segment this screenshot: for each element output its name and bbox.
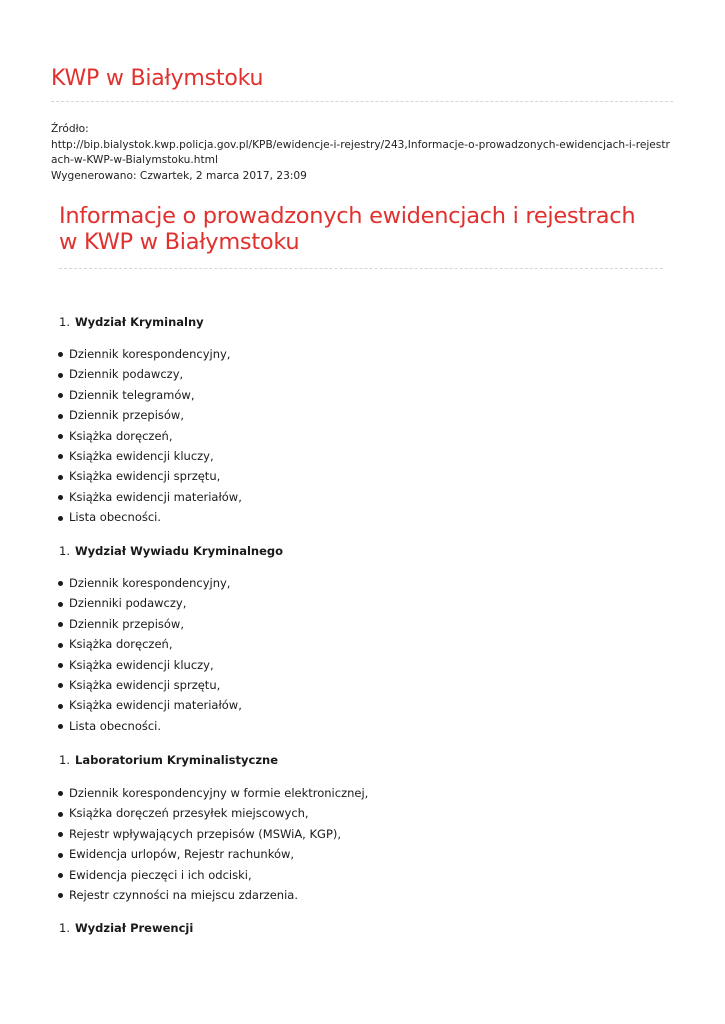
bullet-icon — [58, 373, 63, 378]
section-item-list — [58, 783, 368, 905]
list-item-text: Książka ewidencji sprzętu, — [69, 469, 221, 484]
generated-timestamp: Wygenerowano: Czwartek, 2 marca 2017, 23:09 — [51, 169, 307, 182]
list-item — [58, 634, 242, 654]
list-item — [58, 593, 242, 613]
list-item — [58, 614, 242, 634]
bullet-icon — [58, 791, 63, 796]
list-item-text: Lista obecności. — [69, 510, 162, 525]
bullet-icon — [58, 704, 63, 709]
bullet-icon — [58, 812, 63, 817]
bullet-icon — [58, 853, 63, 858]
list-item — [58, 716, 242, 736]
list-item-text: Dziennik podawczy, — [69, 367, 184, 382]
list-item-text: Książka doręczeń, — [69, 428, 173, 443]
section-heading-label: Laboratorium Kryminalistyczne — [75, 753, 279, 767]
list-item-text: Książka ewidencji kluczy, — [69, 448, 214, 463]
section-heading — [59, 314, 204, 330]
list-item — [58, 364, 242, 384]
bullet-icon — [58, 724, 63, 729]
page-title: Informacje o prowadzonych ewidencjach i rejestrach w KWP w Białymstoku — [59, 203, 636, 255]
list-item-text: Ewidencja urlopów, Rejestr rachunków, — [69, 847, 295, 862]
list-item — [58, 426, 242, 446]
section-number: 1. — [59, 921, 70, 935]
list-item-text: Książka ewidencji materiałów, — [69, 489, 242, 504]
list-item — [58, 695, 242, 715]
section-item-list — [58, 344, 242, 528]
list-item — [58, 466, 242, 486]
list-item-text: Dziennik korespondencyjny, — [69, 347, 231, 361]
bullet-icon — [58, 622, 63, 627]
list-item-text: Książka ewidencji sprzętu, — [69, 677, 221, 692]
bullet-icon — [58, 581, 63, 586]
list-item-text: Ewidencja pieczęci i ich odciski, — [69, 867, 252, 882]
source-url: http://bip.bialystok.kwp.policja.gov.pl/KPB/ewidencje-i-rejestry/243,Informacje-o-prowadzonych-ewidencjach-i-rejestrach-w-KWP-w-Bialymstoku.html — [51, 138, 670, 166]
section-heading-label: Wydział Prewencji — [75, 921, 194, 935]
bullet-icon — [58, 643, 63, 648]
bullet-icon — [58, 454, 63, 459]
site-title-divider — [51, 101, 673, 102]
list-item — [58, 844, 368, 864]
list-item — [58, 344, 242, 364]
section-heading-label: Wydział Kryminalny — [75, 315, 204, 329]
list-item — [58, 803, 368, 823]
list-item — [58, 507, 242, 527]
bullet-icon — [58, 516, 63, 521]
list-item — [58, 783, 368, 803]
site-title: KWP w Białymstoku — [51, 66, 264, 91]
list-item-text: Dziennik przepisów, — [69, 408, 184, 423]
list-item-text: Książka ewidencji kluczy, — [69, 657, 214, 672]
bullet-icon — [58, 683, 63, 688]
bullet-icon — [58, 414, 63, 419]
section-heading — [59, 543, 283, 559]
bullet-icon — [58, 602, 63, 607]
section-number: 1. — [59, 315, 70, 329]
list-item — [58, 405, 242, 425]
section-item-list — [58, 573, 242, 736]
list-item — [58, 487, 242, 507]
list-item — [58, 655, 242, 675]
section-number: 1. — [59, 753, 70, 767]
list-item — [58, 675, 242, 695]
bullet-icon — [58, 393, 63, 398]
list-item-text: Książka doręczeń przesyłek miejscowych, — [69, 806, 309, 821]
document-meta — [51, 122, 676, 184]
list-item-text: Dziennik korespondencyjny w formie elektronicznej, — [69, 786, 369, 800]
list-item — [58, 885, 368, 905]
section-heading — [59, 752, 278, 768]
source-label: Źródło: — [51, 123, 89, 135]
bullet-icon — [58, 663, 63, 668]
section-heading — [59, 920, 193, 936]
bullet-icon — [58, 873, 63, 878]
list-item — [58, 573, 242, 593]
list-item-text: Dziennik przepisów, — [69, 616, 184, 631]
list-item — [58, 824, 368, 844]
section-heading-label: Wydział Wywiadu Kryminalnego — [75, 544, 284, 558]
list-item-text: Książka doręczeń, — [69, 637, 173, 652]
list-item-text: Rejestr wpływających przepisów (MSWiA, KGP), — [69, 826, 342, 841]
list-item — [58, 385, 242, 405]
bullet-icon — [58, 893, 63, 898]
bullet-icon — [58, 352, 63, 357]
list-item-text: Dziennik korespondencyjny, — [69, 576, 231, 590]
list-item-text: Dzienniki podawczy, — [69, 596, 187, 611]
list-item — [58, 865, 368, 885]
section-number: 1. — [59, 544, 70, 558]
list-item-text: Dziennik telegramów, — [69, 387, 195, 402]
bullet-icon — [58, 832, 63, 837]
list-item-text: Lista obecności. — [69, 718, 162, 733]
list-item — [58, 446, 242, 466]
page-title-divider — [59, 268, 663, 269]
bullet-icon — [58, 495, 63, 500]
bullet-icon — [58, 434, 63, 439]
list-item-text: Rejestr czynności na miejscu zdarzenia. — [69, 887, 298, 902]
list-item-text: Książka ewidencji materiałów, — [69, 698, 242, 713]
bullet-icon — [58, 475, 63, 480]
